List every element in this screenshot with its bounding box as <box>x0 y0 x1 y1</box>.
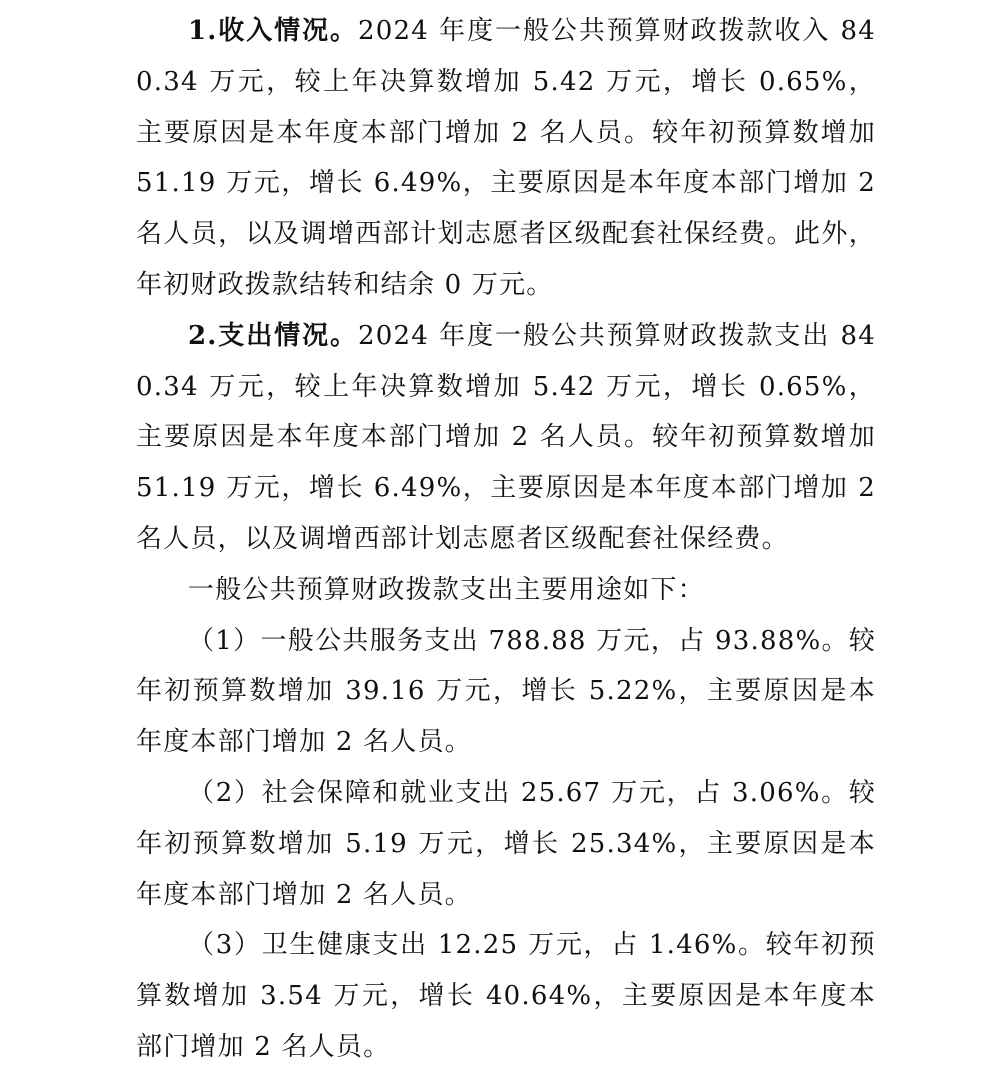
income-heading: 1.收入情况。 <box>188 16 358 46</box>
social-security-text: （2）社会保障和就业支出 25.67 万元，占 3.06%。较年初预算数增加 5.19 万元，增长 25.34%，主要原因是本年度本部门增加 2 名人员。 <box>136 777 876 910</box>
expenditure-heading: 2.支出情况。 <box>188 320 358 351</box>
usage-intro-paragraph <box>136 565 876 616</box>
income-paragraph <box>136 6 876 311</box>
public-service-paragraph <box>136 616 876 768</box>
income-text: 2024 年度一般公共预算财政拨款收入 840.34 万元，较上年决算数增加 5.42 万元，增长 0.65%，主要原因是本年度本部门增加 2 名人员。较年初预算数增加 51.19 万元，增长 6.49%，主要原因是本年度本部门增加 2 名人员，以及调增西部计划志愿者区级配套社保经费。此外，年初财政拨款结转和结余 0 万元。 <box>136 16 876 300</box>
usage-intro-text: 一般公共预算财政拨款支出主要用途如下： <box>188 574 705 605</box>
health-text: （3）卫生健康支出 12.25 万元，占 1.46%。较年初预算数增加 3.54 万元，增长 40.64%，主要原因是本年度本部门增加 2 名人员。 <box>136 930 876 1062</box>
expenditure-text: 2024 年度一般公共预算财政拨款支出 840.34 万元，较上年决算数增加 5.42 万元，增长 0.65%，主要原因是本年度本部门增加 2 名人员。较年初预算数增加 51.19 万元，增长 6.49%，主要原因是本年度本部门增加 2 名人员，以及调增西部计划志愿者区级配套社保经费。 <box>136 320 876 554</box>
social-security-paragraph <box>136 768 876 920</box>
public-service-text: （1）一般公共服务支出 788.88 万元，占 93.88%。较年初预算数增加 39.16 万元，增长 5.22%，主要原因是本年度本部门增加 2 名人员。 <box>136 625 876 758</box>
expenditure-paragraph <box>136 311 876 565</box>
document-body <box>136 6 876 1073</box>
health-paragraph <box>136 920 876 1072</box>
